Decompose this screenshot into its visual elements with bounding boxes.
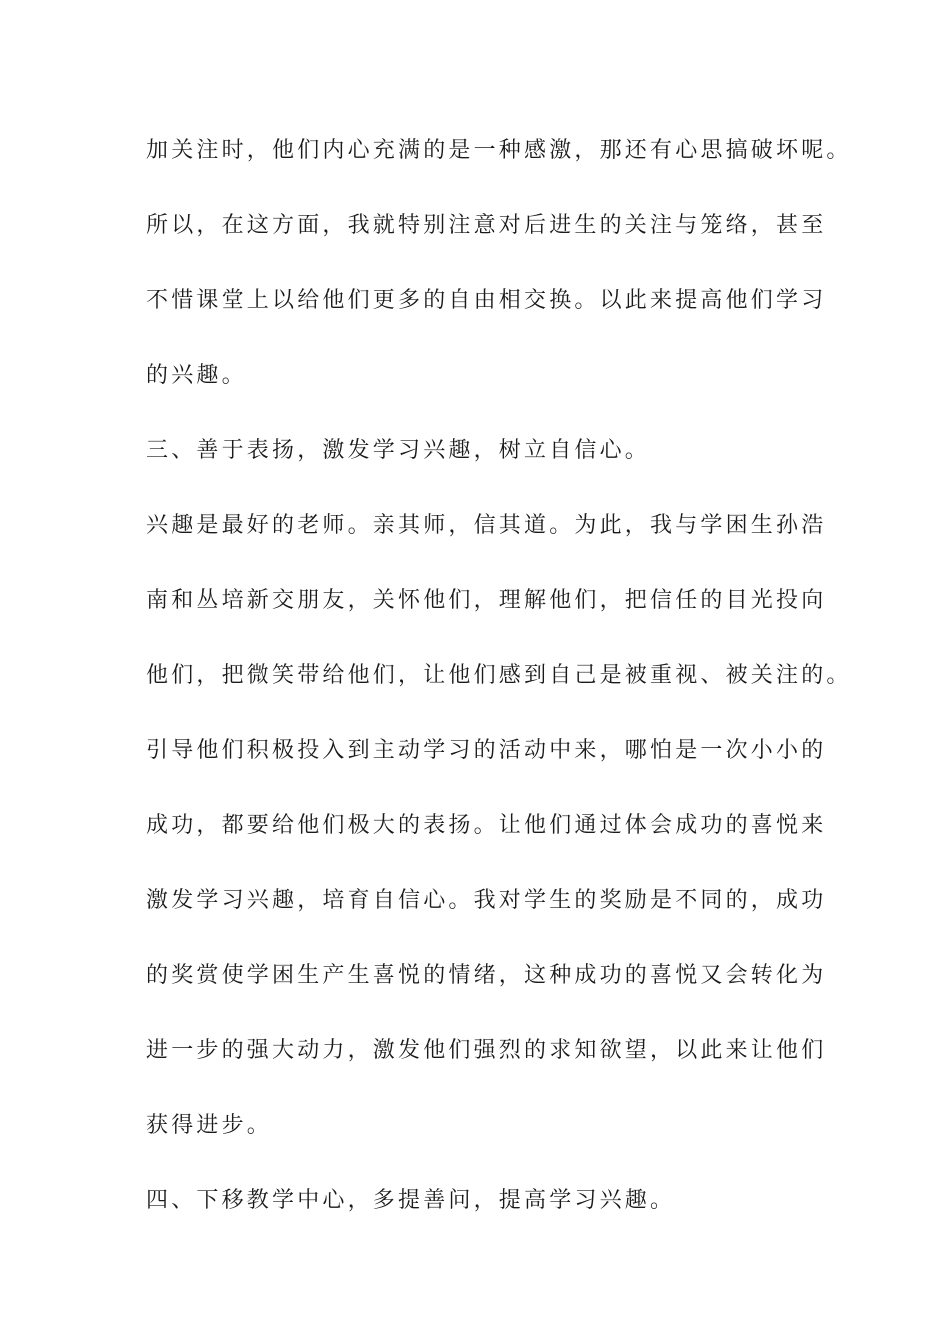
body-text-line: 不惜课堂上以给他们更多的自由相交换。以此来提高他们学习 <box>146 288 827 313</box>
body-text-line: 所以，在这方面，我就特别注意对后进生的关注与笼络，甚至 <box>146 213 827 238</box>
body-text-line: 成功，都要给他们极大的表扬。让他们通过体会成功的喜悦来 <box>146 813 827 838</box>
section-heading: 三、善于表扬，激发学习兴趣，树立自信心。 <box>146 438 651 463</box>
body-text-line: 的兴趣。 <box>146 363 247 388</box>
body-text-line: 进一步的强大动力，激发他们强烈的求知欲望，以此来让他们 <box>146 1038 827 1063</box>
body-text-line: 获得进步。 <box>146 1113 273 1138</box>
body-text-line: 兴趣是最好的老师。亲其师，信其道。为此，我与学困生孙浩 <box>146 513 827 538</box>
body-text-line: 引导他们积极投入到主动学习的活动中来，哪怕是一次小小的 <box>146 738 827 763</box>
body-text-line: 的奖赏使学困生产生喜悦的情绪，这种成功的喜悦又会转化为 <box>146 963 827 988</box>
body-text-line: 他们，把微笑带给他们，让他们感到自己是被重视、被关注的。 <box>146 663 852 688</box>
body-text-line: 加关注时，他们内心充满的是一种感激，那还有心思搞破坏呢。 <box>146 138 852 163</box>
section-heading: 四、下移教学中心，多提善问，提高学习兴趣。 <box>146 1188 676 1213</box>
body-text-line: 激发学习兴趣，培育自信心。我对学生的奖励是不同的，成功 <box>146 888 827 913</box>
body-text-line: 南和丛培新交朋友，关怀他们，理解他们，把信任的目光投向 <box>146 588 827 613</box>
